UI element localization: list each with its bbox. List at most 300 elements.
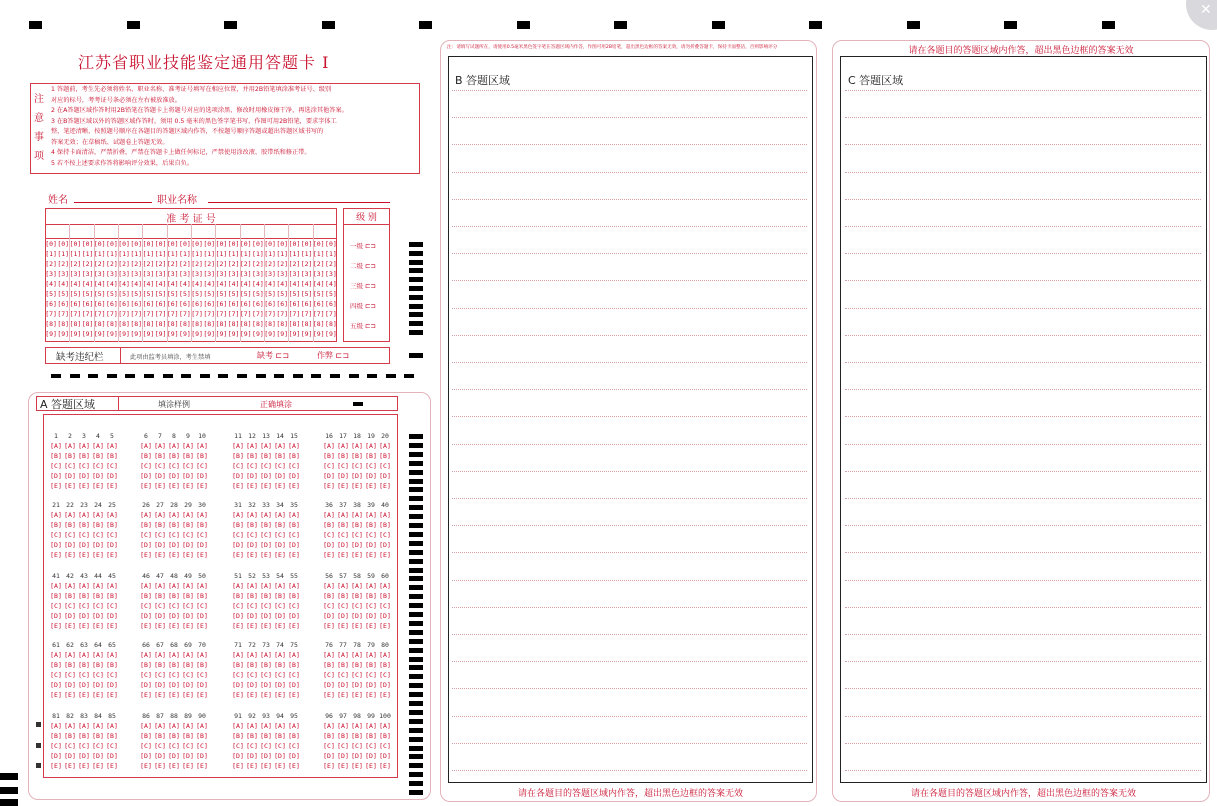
admission-bubble[interactable]: [1] — [45, 250, 57, 258]
choice-bubble[interactable]: [A] — [274, 651, 286, 659]
choice-bubble[interactable]: [D] — [64, 752, 76, 760]
choice-bubble[interactable]: [A] — [232, 442, 244, 450]
choice-bubble[interactable]: [B] — [50, 521, 62, 529]
choice-bubble[interactable]: [A] — [379, 651, 391, 659]
choice-bubble[interactable]: [D] — [351, 612, 363, 620]
choice-bubble[interactable]: [A] — [196, 582, 208, 590]
choice-bubble[interactable]: [A] — [196, 722, 208, 730]
admission-bubble[interactable]: [1] — [130, 250, 143, 258]
admission-bubble[interactable]: [4] — [300, 280, 313, 288]
admission-bubble[interactable]: [0] — [191, 240, 203, 248]
admission-bubble[interactable]: [5] — [142, 290, 155, 298]
choice-bubble[interactable]: [C] — [365, 742, 377, 750]
choice-bubble[interactable]: [B] — [351, 592, 363, 600]
choice-bubble[interactable]: [B] — [379, 732, 391, 740]
choice-bubble[interactable]: [D] — [337, 612, 349, 620]
admission-bubble[interactable]: [6] — [252, 300, 264, 308]
admission-bubble[interactable]: [8] — [166, 320, 179, 328]
choice-bubble[interactable]: [E] — [182, 622, 194, 630]
choice-bubble[interactable]: [D] — [182, 752, 194, 760]
choice-bubble[interactable]: [A] — [168, 722, 180, 730]
admission-bubble[interactable]: [1] — [252, 250, 264, 258]
choice-bubble[interactable]: [D] — [379, 541, 391, 549]
choice-bubble[interactable]: [D] — [182, 541, 194, 549]
choice-bubble[interactable]: [C] — [154, 531, 166, 539]
choice-bubble[interactable]: [A] — [50, 511, 62, 519]
choice-bubble[interactable]: [A] — [50, 442, 62, 450]
choice-bubble[interactable]: [A] — [365, 651, 377, 659]
choice-bubble[interactable]: [C] — [182, 531, 194, 539]
admission-bubble[interactable]: [7] — [264, 310, 276, 318]
choice-bubble[interactable]: [D] — [274, 752, 286, 760]
level-option[interactable] — [350, 241, 376, 250]
choice-bubble[interactable]: [E] — [246, 762, 258, 770]
choice-bubble[interactable]: [A] — [337, 651, 349, 659]
admission-bubble[interactable]: [7] — [93, 310, 106, 318]
choice-bubble[interactable]: [A] — [140, 511, 152, 519]
admission-bubble[interactable]: [3] — [276, 270, 289, 278]
admission-bubble[interactable]: [7] — [203, 310, 216, 318]
choice-bubble[interactable]: [D] — [168, 681, 180, 689]
choice-bubble[interactable]: [A] — [182, 511, 194, 519]
admission-bubble[interactable]: [5] — [93, 290, 106, 298]
choice-bubble[interactable]: [E] — [92, 482, 104, 490]
choice-bubble[interactable]: [C] — [78, 742, 90, 750]
admission-bubble[interactable]: [1] — [142, 250, 155, 258]
admission-bubble[interactable]: [2] — [288, 260, 301, 268]
choice-bubble[interactable]: [D] — [323, 752, 335, 760]
choice-bubble[interactable]: [B] — [92, 452, 104, 460]
admission-bubble[interactable]: [1] — [166, 250, 179, 258]
choice-bubble[interactable]: [B] — [351, 661, 363, 669]
choice-bubble[interactable]: [B] — [379, 452, 391, 460]
admission-bubble[interactable]: [6] — [166, 300, 179, 308]
admission-bubble[interactable]: [1] — [179, 250, 191, 258]
admission-bubble[interactable]: [7] — [179, 310, 191, 318]
choice-bubble[interactable]: [A] — [323, 442, 335, 450]
admission-bubble[interactable]: [5] — [179, 290, 191, 298]
choice-bubble[interactable]: [D] — [246, 612, 258, 620]
choice-bubble[interactable]: [C] — [140, 531, 152, 539]
admission-bubble[interactable]: [8] — [93, 320, 106, 328]
choice-bubble[interactable]: [D] — [182, 472, 194, 480]
admission-bubble[interactable]: [0] — [118, 240, 130, 248]
admission-bubble[interactable]: [8] — [106, 320, 118, 328]
choice-bubble[interactable]: [C] — [196, 602, 208, 610]
choice-bubble[interactable]: [D] — [232, 541, 244, 549]
choice-bubble[interactable]: [D] — [140, 472, 152, 480]
choice-bubble[interactable]: [E] — [92, 622, 104, 630]
admission-bubble[interactable]: [6] — [69, 300, 82, 308]
choice-bubble[interactable]: [C] — [379, 742, 391, 750]
choice-bubble[interactable]: [C] — [196, 462, 208, 470]
admission-bubble[interactable]: [5] — [191, 290, 203, 298]
choice-bubble[interactable]: [C] — [106, 742, 118, 750]
choice-bubble[interactable]: [E] — [351, 691, 363, 699]
admission-bubble[interactable]: [9] — [130, 330, 143, 338]
choice-bubble[interactable]: [E] — [78, 482, 90, 490]
choice-bubble[interactable]: [B] — [154, 592, 166, 600]
choice-bubble[interactable]: [A] — [274, 582, 286, 590]
choice-bubble[interactable]: [B] — [260, 661, 272, 669]
choice-bubble[interactable]: [B] — [274, 452, 286, 460]
choice-bubble[interactable]: [D] — [168, 752, 180, 760]
admission-bubble[interactable]: [9] — [93, 330, 106, 338]
choice-bubble[interactable]: [B] — [232, 521, 244, 529]
choice-bubble[interactable]: [E] — [64, 551, 76, 559]
admission-bubble[interactable]: [4] — [69, 280, 82, 288]
choice-bubble[interactable]: [E] — [140, 551, 152, 559]
choice-bubble[interactable]: [E] — [337, 622, 349, 630]
admission-bubble[interactable]: [9] — [81, 330, 94, 338]
choice-bubble[interactable]: [D] — [50, 681, 62, 689]
choice-bubble[interactable]: [E] — [50, 622, 62, 630]
admission-bubble[interactable]: [1] — [300, 250, 313, 258]
choice-bubble[interactable]: [D] — [351, 681, 363, 689]
choice-bubble[interactable]: [E] — [154, 551, 166, 559]
choice-bubble[interactable]: [A] — [64, 722, 76, 730]
choice-bubble[interactable]: [C] — [140, 462, 152, 470]
admission-bubble[interactable]: [1] — [239, 250, 252, 258]
choice-bubble[interactable]: [C] — [182, 462, 194, 470]
choice-bubble[interactable]: [E] — [106, 622, 118, 630]
choice-bubble[interactable]: [C] — [246, 602, 258, 610]
choice-bubble[interactable]: [E] — [182, 551, 194, 559]
choice-bubble[interactable]: [B] — [182, 521, 194, 529]
choice-bubble[interactable]: [D] — [246, 541, 258, 549]
choice-bubble[interactable]: [D] — [274, 612, 286, 620]
admission-bubble[interactable]: [7] — [312, 310, 325, 318]
choice-bubble[interactable]: [C] — [106, 462, 118, 470]
choice-bubble[interactable]: [C] — [232, 671, 244, 679]
choice-bubble[interactable]: [B] — [64, 452, 76, 460]
admission-bubble[interactable]: [6] — [130, 300, 143, 308]
admission-bubble[interactable]: [7] — [118, 310, 130, 318]
admission-bubble[interactable]: [6] — [239, 300, 252, 308]
choice-bubble[interactable]: [E] — [154, 691, 166, 699]
choice-bubble[interactable]: [D] — [323, 541, 335, 549]
admission-bubble[interactable]: [2] — [179, 260, 191, 268]
choice-bubble[interactable]: [A] — [50, 582, 62, 590]
choice-bubble[interactable]: [B] — [50, 592, 62, 600]
choice-bubble[interactable]: [A] — [337, 582, 349, 590]
admission-bubble[interactable]: [6] — [57, 300, 70, 308]
choice-bubble[interactable]: [E] — [182, 482, 194, 490]
admission-bubble[interactable]: [3] — [264, 270, 276, 278]
choice-bubble[interactable]: [B] — [196, 661, 208, 669]
admission-bubble[interactable]: [5] — [312, 290, 325, 298]
choice-bubble[interactable]: [A] — [288, 651, 300, 659]
choice-bubble[interactable]: [B] — [274, 732, 286, 740]
admission-bubble[interactable]: [3] — [203, 270, 216, 278]
choice-bubble[interactable]: [B] — [182, 452, 194, 460]
choice-bubble[interactable]: [A] — [154, 442, 166, 450]
choice-bubble[interactable]: [D] — [288, 541, 300, 549]
choice-bubble[interactable]: [A] — [50, 651, 62, 659]
admission-bubble[interactable]: [5] — [154, 290, 167, 298]
choice-bubble[interactable]: [D] — [365, 681, 377, 689]
choice-bubble[interactable]: [B] — [64, 661, 76, 669]
admission-bubble[interactable]: [3] — [312, 270, 325, 278]
choice-bubble[interactable]: [E] — [64, 482, 76, 490]
admission-bubble[interactable]: [2] — [191, 260, 203, 268]
admission-bubble[interactable]: [3] — [191, 270, 203, 278]
choice-bubble[interactable]: [C] — [182, 602, 194, 610]
choice-bubble[interactable]: [A] — [232, 511, 244, 519]
choice-bubble[interactable]: [B] — [78, 661, 90, 669]
admission-bubble[interactable]: [5] — [203, 290, 216, 298]
admission-bubble[interactable]: [4] — [118, 280, 130, 288]
choice-bubble[interactable]: [C] — [50, 531, 62, 539]
admission-bubble[interactable]: [8] — [191, 320, 203, 328]
choice-bubble[interactable]: [E] — [365, 551, 377, 559]
choice-bubble[interactable]: [D] — [140, 612, 152, 620]
choice-bubble[interactable]: [D] — [365, 752, 377, 760]
choice-bubble[interactable]: [B] — [140, 732, 152, 740]
choice-bubble[interactable]: [B] — [78, 592, 90, 600]
admission-bubble[interactable]: [3] — [325, 270, 337, 278]
choice-bubble[interactable]: [E] — [232, 482, 244, 490]
admission-bubble[interactable]: [5] — [239, 290, 252, 298]
admission-bubble[interactable]: [3] — [81, 270, 94, 278]
admission-bubble[interactable]: [4] — [227, 280, 240, 288]
choice-bubble[interactable]: [D] — [168, 541, 180, 549]
choice-bubble[interactable]: [A] — [337, 442, 349, 450]
admission-bubble[interactable]: [2] — [276, 260, 289, 268]
choice-bubble[interactable]: [E] — [50, 691, 62, 699]
choice-bubble[interactable]: [E] — [232, 551, 244, 559]
choice-bubble[interactable]: [C] — [168, 531, 180, 539]
choice-bubble[interactable]: [D] — [379, 752, 391, 760]
choice-bubble[interactable]: [C] — [260, 742, 272, 750]
choice-bubble[interactable]: [B] — [365, 661, 377, 669]
choice-bubble[interactable]: [D] — [92, 681, 104, 689]
choice-bubble[interactable]: [E] — [351, 482, 363, 490]
choice-bubble[interactable]: [D] — [154, 472, 166, 480]
choice-bubble[interactable]: [B] — [196, 732, 208, 740]
level-option[interactable] — [350, 321, 376, 330]
choice-bubble[interactable]: [A] — [92, 722, 104, 730]
admission-bubble[interactable]: [0] — [106, 240, 118, 248]
admission-bubble[interactable]: [4] — [325, 280, 337, 288]
choice-bubble[interactable]: [C] — [260, 462, 272, 470]
admission-bubble[interactable]: [6] — [227, 300, 240, 308]
choice-bubble[interactable]: [D] — [274, 472, 286, 480]
choice-bubble[interactable]: [C] — [274, 602, 286, 610]
choice-bubble[interactable]: [B] — [106, 521, 118, 529]
admission-bubble[interactable]: [6] — [312, 300, 325, 308]
admission-bubble[interactable]: [1] — [154, 250, 167, 258]
admission-bubble[interactable]: [9] — [142, 330, 155, 338]
choice-bubble[interactable]: [A] — [182, 651, 194, 659]
violation-option[interactable]: 作弊 ⊏⊐ — [317, 351, 349, 360]
admission-bubble[interactable]: [0] — [239, 240, 252, 248]
choice-bubble[interactable]: [A] — [182, 442, 194, 450]
choice-bubble[interactable]: [D] — [168, 612, 180, 620]
admission-bubble[interactable]: [4] — [215, 280, 228, 288]
choice-bubble[interactable]: [E] — [140, 482, 152, 490]
choice-bubble[interactable]: [D] — [351, 752, 363, 760]
choice-bubble[interactable]: [E] — [196, 622, 208, 630]
choice-bubble[interactable]: [A] — [92, 582, 104, 590]
choice-bubble[interactable]: [D] — [78, 541, 90, 549]
choice-bubble[interactable]: [E] — [78, 622, 90, 630]
choice-bubble[interactable]: [C] — [365, 462, 377, 470]
admission-bubble[interactable]: [9] — [264, 330, 276, 338]
choice-bubble[interactable]: [C] — [92, 531, 104, 539]
choice-bubble[interactable]: [D] — [64, 472, 76, 480]
choice-bubble[interactable]: [A] — [140, 442, 152, 450]
admission-bubble[interactable]: [2] — [227, 260, 240, 268]
choice-bubble[interactable]: [D] — [337, 541, 349, 549]
admission-bubble[interactable]: [5] — [300, 290, 313, 298]
admission-bubble[interactable]: [2] — [93, 260, 106, 268]
choice-bubble[interactable]: [C] — [288, 742, 300, 750]
choice-bubble[interactable]: [C] — [232, 602, 244, 610]
admission-bubble[interactable]: [2] — [154, 260, 167, 268]
choice-bubble[interactable]: [E] — [92, 551, 104, 559]
choice-bubble[interactable]: [E] — [78, 551, 90, 559]
choice-bubble[interactable]: [C] — [92, 742, 104, 750]
admission-bubble[interactable]: [7] — [227, 310, 240, 318]
choice-bubble[interactable]: [D] — [50, 612, 62, 620]
choice-bubble[interactable]: [B] — [246, 592, 258, 600]
admission-bubble[interactable]: [6] — [179, 300, 191, 308]
choice-bubble[interactable]: [C] — [246, 742, 258, 750]
choice-bubble[interactable]: [A] — [365, 442, 377, 450]
admission-bubble[interactable]: [3] — [227, 270, 240, 278]
choice-bubble[interactable]: [D] — [246, 681, 258, 689]
choice-bubble[interactable]: [A] — [64, 651, 76, 659]
choice-bubble[interactable]: [A] — [351, 651, 363, 659]
choice-bubble[interactable]: [C] — [106, 671, 118, 679]
choice-bubble[interactable]: [E] — [337, 551, 349, 559]
choice-bubble[interactable]: [D] — [92, 752, 104, 760]
admission-bubble[interactable]: [7] — [142, 310, 155, 318]
choice-bubble[interactable]: [C] — [323, 531, 335, 539]
choice-bubble[interactable]: [D] — [92, 612, 104, 620]
choice-bubble[interactable]: [C] — [140, 742, 152, 750]
admission-bubble[interactable]: [9] — [166, 330, 179, 338]
admission-bubble[interactable]: [2] — [325, 260, 337, 268]
choice-bubble[interactable]: [D] — [288, 681, 300, 689]
choice-bubble[interactable]: [B] — [365, 732, 377, 740]
choice-bubble[interactable]: [D] — [379, 472, 391, 480]
choice-bubble[interactable]: [C] — [106, 602, 118, 610]
choice-bubble[interactable]: [E] — [182, 691, 194, 699]
choice-bubble[interactable]: [B] — [106, 452, 118, 460]
choice-bubble[interactable]: [A] — [351, 511, 363, 519]
choice-bubble[interactable]: [D] — [106, 681, 118, 689]
admission-bubble[interactable]: [0] — [300, 240, 313, 248]
choice-bubble[interactable]: [B] — [92, 521, 104, 529]
choice-bubble[interactable]: [E] — [288, 482, 300, 490]
admission-bubble[interactable]: [0] — [264, 240, 276, 248]
admission-bubble[interactable]: [2] — [57, 260, 70, 268]
choice-bubble[interactable]: [D] — [106, 752, 118, 760]
admission-bubble[interactable]: [9] — [191, 330, 203, 338]
admission-bubble[interactable]: [7] — [288, 310, 301, 318]
choice-bubble[interactable]: [D] — [232, 472, 244, 480]
choice-bubble[interactable]: [D] — [154, 752, 166, 760]
admission-bubble[interactable]: [7] — [191, 310, 203, 318]
choice-bubble[interactable]: [D] — [50, 472, 62, 480]
choice-bubble[interactable]: [B] — [260, 732, 272, 740]
choice-bubble[interactable]: [B] — [246, 452, 258, 460]
admission-bubble[interactable]: [9] — [106, 330, 118, 338]
choice-bubble[interactable]: [C] — [50, 462, 62, 470]
choice-bubble[interactable]: [B] — [182, 732, 194, 740]
choice-bubble[interactable]: [D] — [365, 541, 377, 549]
choice-bubble[interactable]: [A] — [379, 582, 391, 590]
choice-bubble[interactable]: [E] — [288, 551, 300, 559]
choice-bubble[interactable]: [A] — [50, 722, 62, 730]
admission-bubble[interactable]: [9] — [118, 330, 130, 338]
choice-bubble[interactable]: [C] — [168, 462, 180, 470]
choice-bubble[interactable]: [D] — [64, 681, 76, 689]
admission-bubble[interactable]: [4] — [45, 280, 57, 288]
admission-bubble[interactable]: [8] — [142, 320, 155, 328]
choice-bubble[interactable]: [C] — [337, 602, 349, 610]
level-option[interactable] — [350, 301, 376, 310]
choice-bubble[interactable]: [E] — [168, 691, 180, 699]
choice-bubble[interactable]: [A] — [379, 511, 391, 519]
choice-bubble[interactable]: [E] — [168, 482, 180, 490]
choice-bubble[interactable]: [A] — [64, 511, 76, 519]
admission-bubble[interactable]: [5] — [81, 290, 94, 298]
choice-bubble[interactable]: [D] — [246, 472, 258, 480]
choice-bubble[interactable]: [D] — [260, 472, 272, 480]
admission-bubble[interactable]: [4] — [312, 280, 325, 288]
choice-bubble[interactable]: [D] — [379, 681, 391, 689]
choice-bubble[interactable]: [C] — [140, 602, 152, 610]
admission-bubble[interactable]: [0] — [154, 240, 167, 248]
admission-bubble[interactable]: [5] — [288, 290, 301, 298]
choice-bubble[interactable]: [D] — [64, 612, 76, 620]
admission-bubble[interactable]: [5] — [130, 290, 143, 298]
admission-bubble[interactable]: [1] — [288, 250, 301, 258]
choice-bubble[interactable]: [C] — [288, 602, 300, 610]
choice-bubble[interactable]: [E] — [323, 762, 335, 770]
admission-bubble[interactable]: [3] — [93, 270, 106, 278]
choice-bubble[interactable]: [C] — [379, 602, 391, 610]
choice-bubble[interactable]: [C] — [50, 602, 62, 610]
admission-bubble[interactable]: [2] — [81, 260, 94, 268]
choice-bubble[interactable]: [A] — [246, 582, 258, 590]
choice-bubble[interactable]: [C] — [196, 531, 208, 539]
choice-bubble[interactable]: [A] — [64, 582, 76, 590]
admission-bubble[interactable]: [8] — [227, 320, 240, 328]
choice-bubble[interactable]: [B] — [78, 521, 90, 529]
choice-bubble[interactable]: [E] — [274, 482, 286, 490]
choice-bubble[interactable]: [D] — [78, 472, 90, 480]
choice-bubble[interactable]: [B] — [260, 452, 272, 460]
choice-bubble[interactable]: [A] — [260, 442, 272, 450]
choice-bubble[interactable]: [A] — [168, 651, 180, 659]
choice-bubble[interactable]: [B] — [232, 592, 244, 600]
choice-bubble[interactable]: [B] — [337, 452, 349, 460]
admission-bubble[interactable]: [2] — [130, 260, 143, 268]
admission-bubble[interactable]: [7] — [154, 310, 167, 318]
choice-bubble[interactable]: [C] — [351, 531, 363, 539]
admission-bubble[interactable]: [2] — [215, 260, 228, 268]
admission-bubble[interactable]: [1] — [57, 250, 70, 258]
choice-bubble[interactable]: [D] — [64, 541, 76, 549]
choice-bubble[interactable]: [B] — [351, 452, 363, 460]
choice-bubble[interactable]: [A] — [323, 511, 335, 519]
admission-bubble[interactable]: [2] — [203, 260, 216, 268]
choice-bubble[interactable]: [E] — [92, 691, 104, 699]
